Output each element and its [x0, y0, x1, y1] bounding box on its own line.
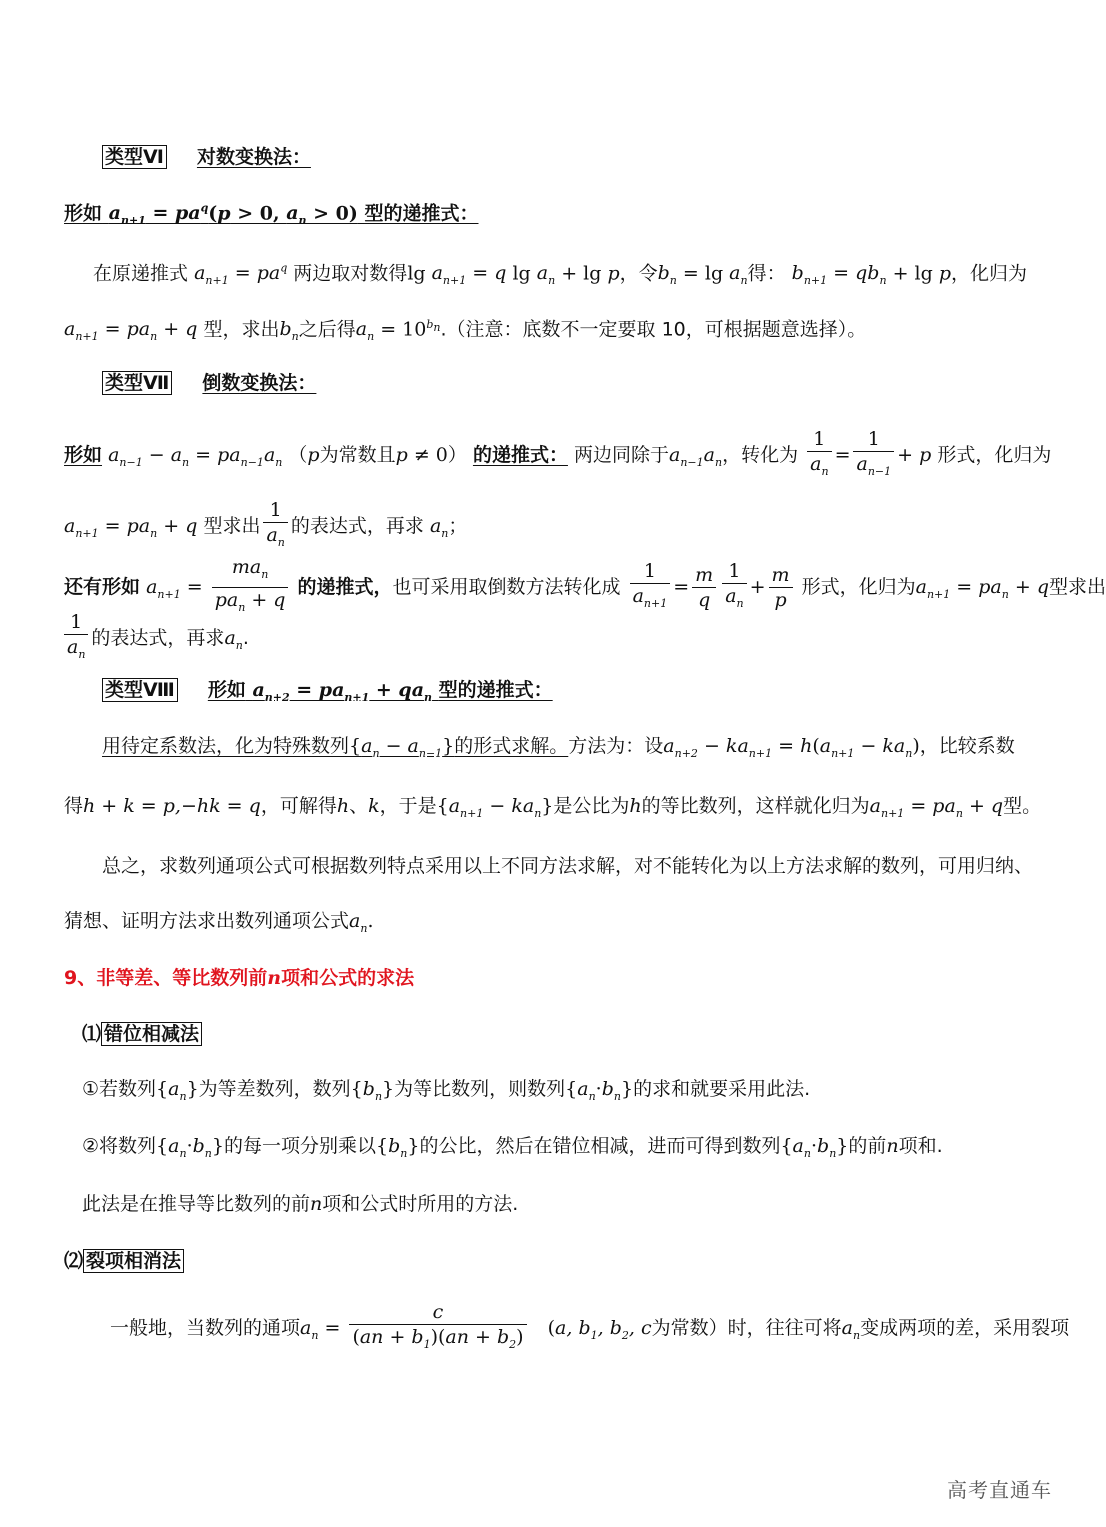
- method1-note: 此法是在推导等比数列的前n项和公式时所用的方法.: [82, 1193, 519, 1215]
- formula: $a_{n+1} = pa^q$: [108, 202, 209, 228]
- type6-line2: $a_{n+1} = pa_n + q$ 型，求出$b_n$之后得$a_n = 10^{b_n}$.（注意：底数不一定要取 10，可根据题意选择）。: [64, 318, 867, 344]
- method1-title: 错位相减法: [101, 1022, 202, 1046]
- type8-heading: 类型Ⅷ 形如 $a_{n+2} = pa_{n+1} + qa_n$ 型的递推式：: [102, 676, 553, 712]
- section9-heading: 9、非等差、等比数列前n项和公式的求法: [64, 967, 415, 989]
- summary-line1: 总之，求数列通项公式可根据数列特点采用以上不同方法求解，对不能转化为以上方法求解的数列，可用归纳、: [102, 855, 1034, 877]
- method1-item2: ②将数列$\{a_n\cdot b_n\}$的每一项分别乘以$\{b_n\}$的公比，然后在错位相减，进而可得到数列$\{a_n\cdot b_n\}$的前n项和.: [82, 1135, 943, 1160]
- type6-title: 对数变换法：: [196, 146, 311, 168]
- method1-item1: ①若数列$\{a_n\}$为等差数列，数列$\{b_n\}$为等比数列，则数列$\{a_n\cdot b_n\}$的求和就要采用此法.: [82, 1078, 811, 1103]
- type7-line3: 还有形如 $a_{n+1}$ = $\frac{ma_n}{pa_n + q}$ 的递推式，也可采用取倒数方法转化成 $\frac{1}{a_{n+1}}$ = $\frac{m}{q}$ $\frac{1}{a_n}$ + $\frac{m}{p}$ 形式，化归为$a_{n+1} = pa_n + q$型求出: [64, 556, 1106, 614]
- method2-heading: ⑵ 裂项相消法: [64, 1247, 184, 1275]
- type6-line1: 在原递推式 $a_{n+1} = pa^q$ 两边取对数得$\lg a_{n+1} = q$ $\lg a_n + \lg p$，令$b_n = \lg a_n$得： $b_{n+1} = qb_n + \lg p$，化归为: [93, 262, 1028, 288]
- type8-tag: 类型Ⅷ: [102, 678, 178, 702]
- method1-heading: ⑴ 错位相减法: [82, 1020, 202, 1048]
- type7-line1: 形如 $a_{n-1} - a_n = pa_{n-1}a_n$ （p为常数且p ≠ 0） 的递推式： 两边同除于$a_{n-1}a_n$，转化为 $\frac{1}{a_n}$ = $\frac{1}{a_{n-1}}$ + p 形式，化归为: [64, 428, 1052, 478]
- type8-line1: 用待定系数法，化为特殊数列$\{a_n - a_{n-1}\}$的形式求解。方法为：设$a_{n+2} - ka_{n+1} = h(a_{n+1} - ka_n)$，比较系数: [102, 735, 1015, 760]
- type7-heading: [102, 369, 316, 397]
- method2-title: 裂项相消法: [83, 1249, 184, 1273]
- type7-line2: $a_{n+1} = pa_n + q$ 型求出 $\frac{1}{a_n}$ 的表达式，再求 $a_n$；: [64, 499, 468, 549]
- type7-title: 倒数变换法：: [202, 372, 317, 394]
- summary-line2: 猜想、证明方法求出数列通项公式$a_n$.: [64, 910, 374, 935]
- type7-line4: $\frac{1}{a_n}$ 的表达式，再求$a_n$.: [64, 610, 249, 673]
- type6-form: 形如 $a_{n+1} = pa^q(p > 0$, $a_n > 0$) 型的递推式：: [64, 202, 479, 228]
- type6-heading: [102, 143, 311, 171]
- type8-line2: 得h + k = p,−hk = q，可解得h、k，于是$\{a_{n+1} - ka_n\}$是公比为h的等比数列，这样就化归为$a_{n+1} = pa_n + q$型。: [64, 795, 1042, 820]
- type7-tag: 类型Ⅶ: [102, 371, 172, 395]
- method2-line1: 一般地，当数列的通项$a_n$ = $\frac{c}{(an + b_1)(an + b_2)}$ (a, $b_1$, $b_2$, c为常数）时，往往可将$a_n$变成两项的差，采用裂项: [110, 1301, 1070, 1351]
- type6-tag: 类型Ⅵ: [102, 145, 167, 169]
- watermark: 高考直通车: [947, 1478, 1052, 1502]
